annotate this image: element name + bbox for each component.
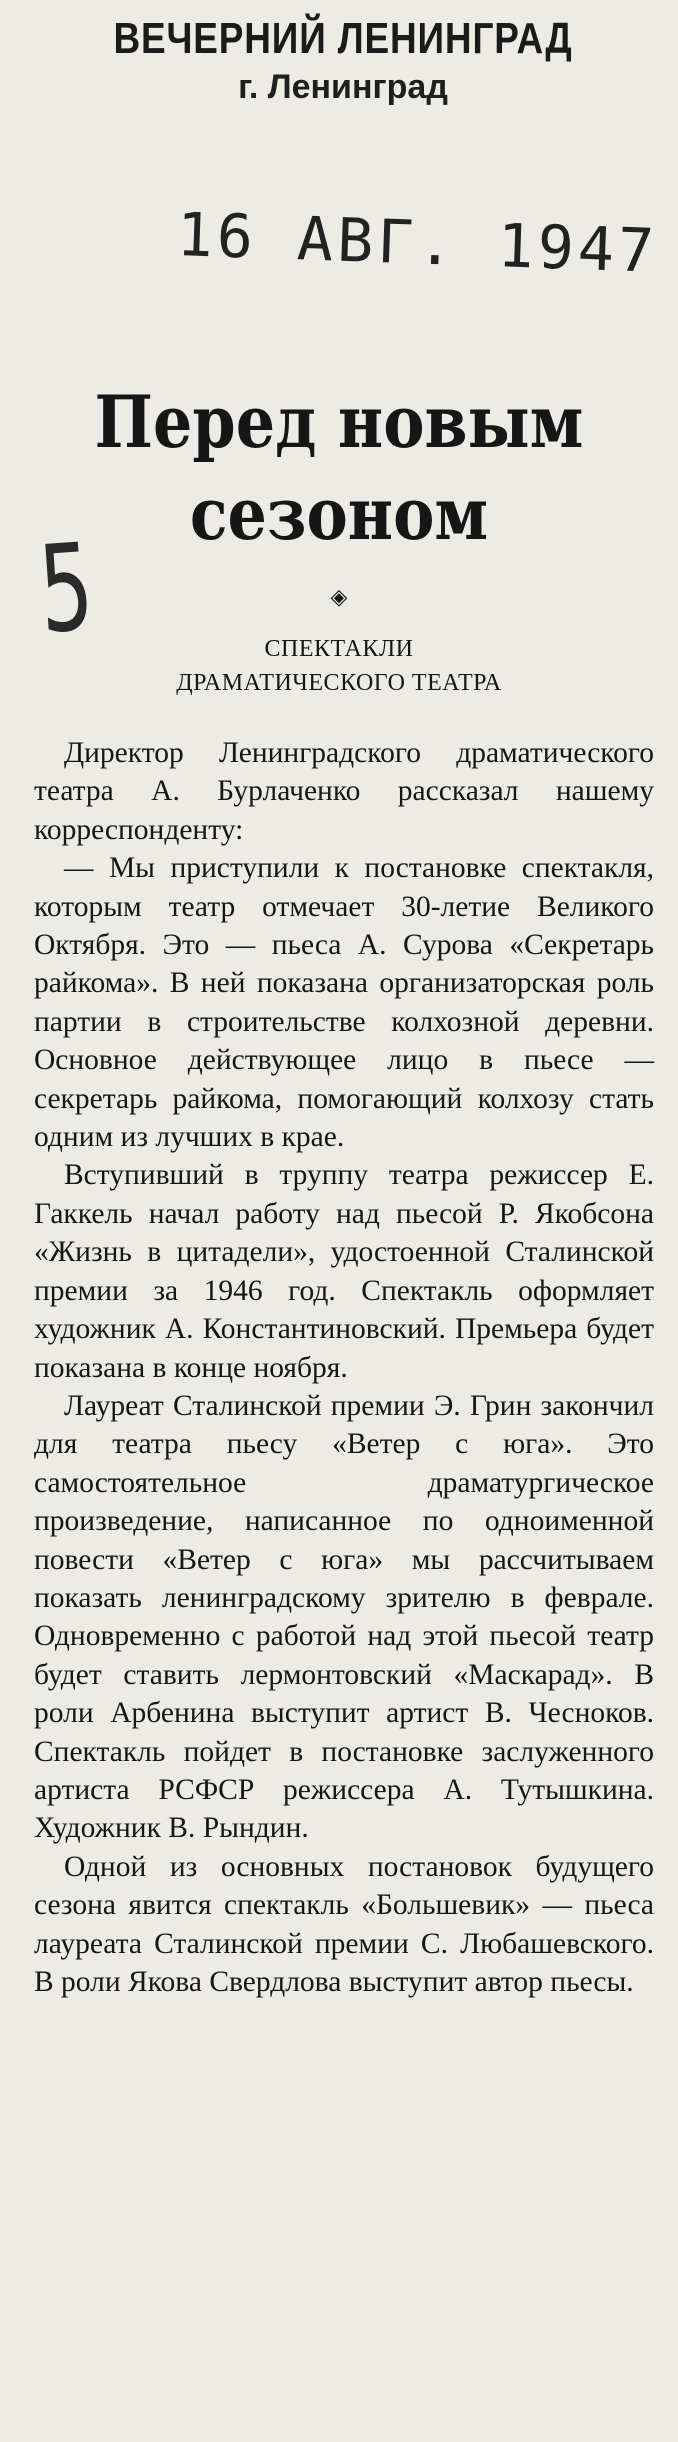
date-stamp: 16 АВГ. 1947 (175, 200, 660, 287)
ornament-icon: ◈ (330, 584, 348, 609)
article-body (34, 734, 654, 2001)
paragraph: Директор Ленинградского драматического театра А. Бурлаченко рассказал нашему корреспонденту: (34, 737, 654, 846)
article-subtitle (0, 632, 678, 700)
subtitle-line: ДРАМАТИЧЕСКОГО ТЕАТРА (176, 670, 502, 696)
city-line: г. Ленинград (238, 68, 448, 106)
paragraph: — Мы приступили к постановке спектакля, которым театр отмечает 30-летие Великого Октября. Это — пьеса А. Сурова «Секретарь райкома». В ней показана организаторская роль партии в строительстве колхозной деревни. Основное действующее лицо в пьесе — секретарь райкома, помогающий колхозу стать одним из лучших в крае. (34, 852, 654, 1154)
paragraph: Одной из основных постановок будущего сезона явится спектакль «Большевик» — пьеса лауреата Сталинской премии С. Любашевского. В роли Якова Свердлова выступит автор пьесы. (34, 1850, 654, 1998)
paragraph: Лауреат Сталинской премии Э. Грин закончил для театра пьесу «Ветер с юга». Это самостоятельное драматургическое произведение, написанное по одноименной повести «Ветер с юга» мы рассчитываем показать ленинградскому зрителю в феврале. Одновременно с работой над этой пьесой театр будет ставить лермонтовский «Маскарад». В роли Арбенина выступит артист В. Чесноков. Спектакль пойдет в постановке заслуженного артиста РСФСР режиссера А. Тутышкина. Художник В. Рындин. (34, 1389, 654, 1845)
paragraph: Вступивший в труппу театра режиссер Е. Гаккель начал работу над пьесой Р. Якобсона «Жизнь в цитадели», удостоенной Сталинской премии за 1946 год. Спектакль оформляет художник А. Константиновский. Премьера будет показана в конце ноября. (34, 1159, 654, 1384)
pencil-note: 5 (34, 518, 98, 661)
newspaper-masthead: ВЕЧЕРНИЙ ЛЕНИНГРАД (113, 14, 573, 63)
subtitle-line: СПЕКТАКЛИ (264, 636, 414, 662)
article-title: Перед новым сезоном (94, 379, 584, 556)
